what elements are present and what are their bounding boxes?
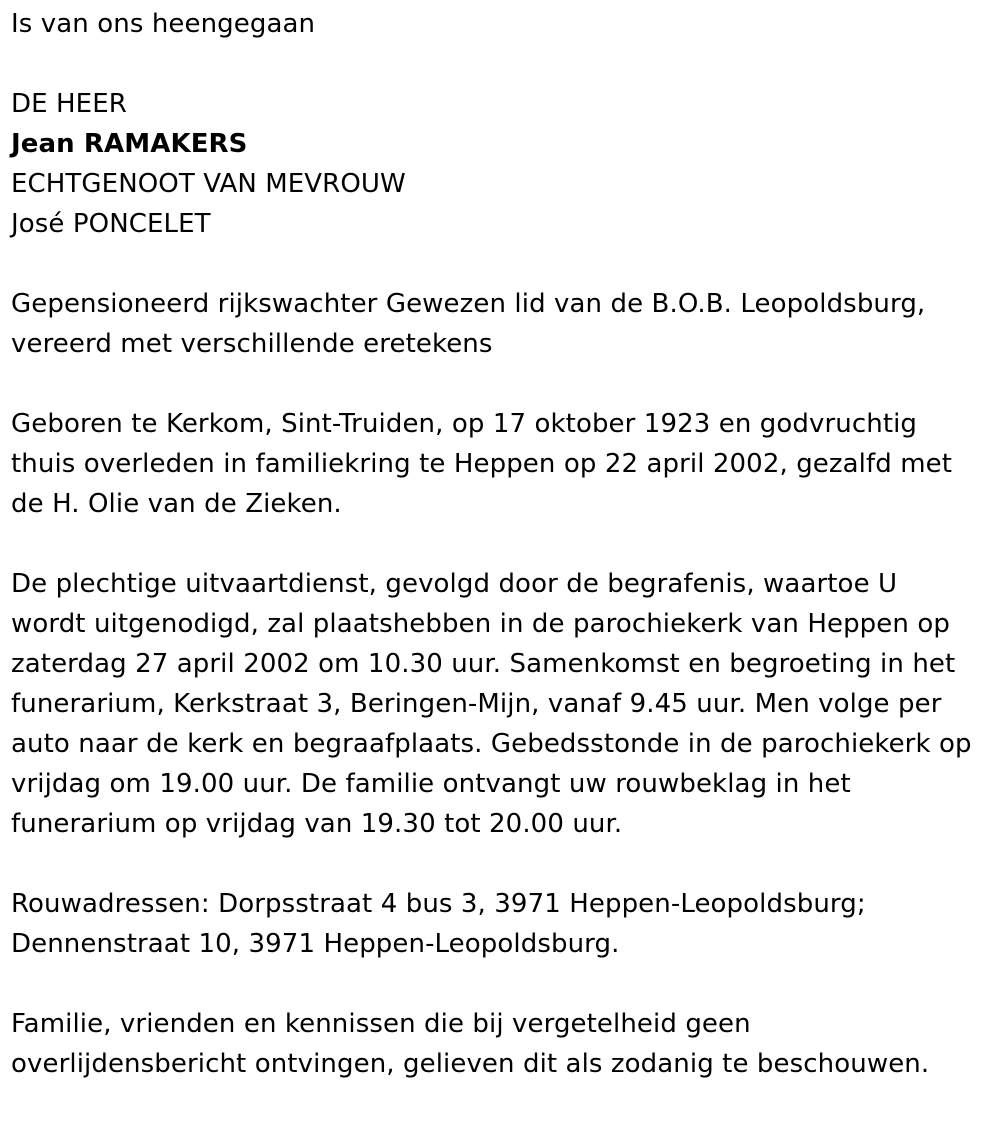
- spacer: [11, 44, 991, 84]
- deceased-name: Jean RAMAKERS: [11, 129, 248, 159]
- title-prefix: DE HEER: [11, 89, 127, 119]
- spacer: [11, 844, 991, 884]
- closing-paragraph: Familie, vrienden en kennissen die bij vergetelheid geen overlijdensbericht ontvingen, gelieven dit als zodanig te beschouwen.: [11, 1009, 930, 1079]
- addresses-paragraph: Rouwadressen: Dorpsstraat 4 bus 3, 3971 Heppen-Leopoldsburg; Dennenstraat 10, 3971 Heppen-Leopoldsburg.: [11, 889, 866, 959]
- funeral-paragraph: De plechtige uitvaartdienst, gevolgd door de begrafenis, waartoe U wordt uitgenodigd, zal plaatshebben in de parochiekerk van Heppen op zaterdag 27 april 2002 om 10.30 uur. Samenkomst en begroeting in het funerarium, Kerkstraat 3, Beringen-Mijn, vanaf 9.45 uur. Men volge per auto naar de kerk en begraafplaats. Gebedsstonde in de parochiekerk op vrijdag om 19.00 uur. De familie ontvangt uw rouwbeklag in het funerarium op vrijdag van 19.30 tot 20.00 uur.: [11, 569, 972, 839]
- spacer: [11, 524, 991, 564]
- intro-text: Is van ons heengegaan: [11, 9, 316, 39]
- spacer: [11, 964, 991, 1004]
- spouse-label: ECHTGENOOT VAN MEVROUW: [11, 169, 406, 199]
- spouse-name: José PONCELET: [11, 209, 211, 239]
- spacer: [11, 244, 991, 284]
- obituary-notice: [11, 4, 991, 1084]
- spacer: [11, 364, 991, 404]
- birth-death-paragraph: Geboren te Kerkom, Sint-Truiden, op 17 oktober 1923 en godvruchtig thuis overleden in familiekring te Heppen op 22 april 2002, gezalfd met de H. Olie van de Zieken.: [11, 409, 953, 519]
- profession-paragraph: Gepensioneerd rijkswachter Gewezen lid van de B.O.B. Leopoldsburg, vereerd met verschillende eretekens: [11, 289, 926, 359]
